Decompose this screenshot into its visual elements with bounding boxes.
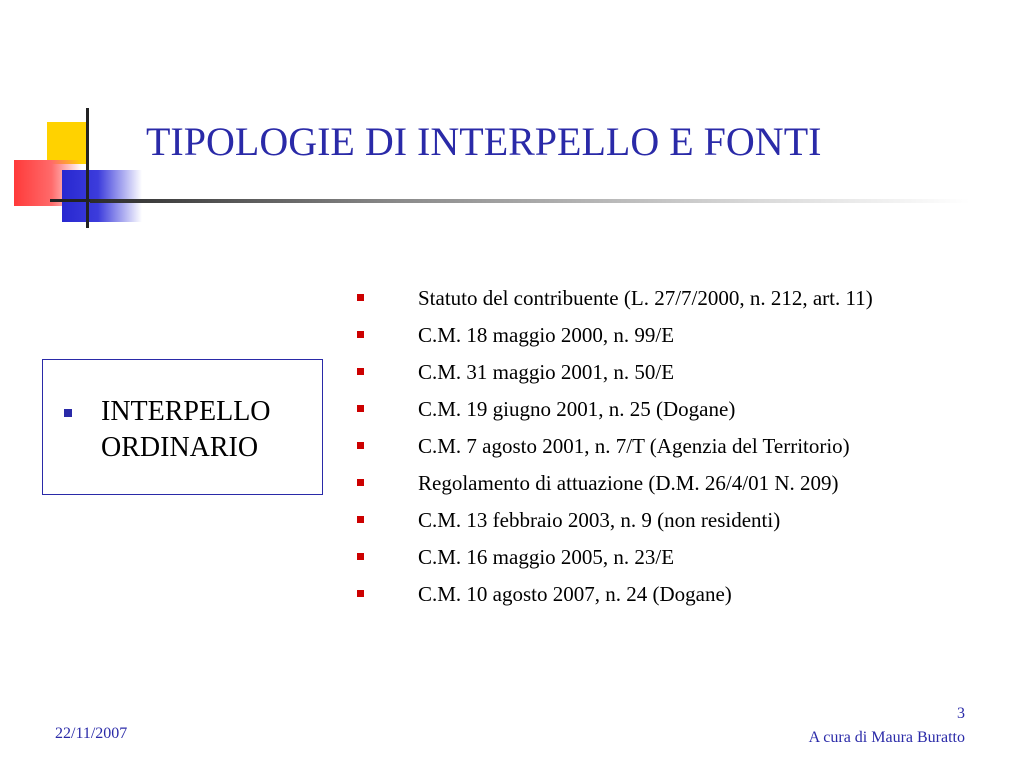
footer-author: A cura di Maura Buratto <box>808 729 965 746</box>
slide-title: TIPOLOGIE DI INTERPELLO E FONTI <box>146 119 822 164</box>
category-label <box>101 394 271 466</box>
logo-blue-square <box>62 170 142 222</box>
square-bullet-icon <box>357 590 364 597</box>
square-bullet-icon <box>357 405 364 412</box>
square-bullet-icon <box>357 331 364 338</box>
square-bullet-icon <box>357 479 364 486</box>
square-bullet-icon <box>357 442 364 449</box>
square-bullet-icon <box>357 294 364 301</box>
square-bullet-icon <box>357 368 364 375</box>
slide-logo-decoration <box>0 0 140 240</box>
square-bullet-icon <box>357 553 364 560</box>
footer-date: 22/11/2007 <box>55 725 128 742</box>
page-number: 3 <box>957 705 965 722</box>
logo-yellow-square <box>47 122 87 164</box>
category-label-line1: INTERPELLO <box>101 396 271 427</box>
category-label-line2: ORDINARIO <box>101 432 259 463</box>
square-bullet-icon <box>357 516 364 523</box>
category-bullet-icon <box>64 409 72 417</box>
logo-vertical-line <box>86 108 89 228</box>
title-underline <box>90 199 970 203</box>
